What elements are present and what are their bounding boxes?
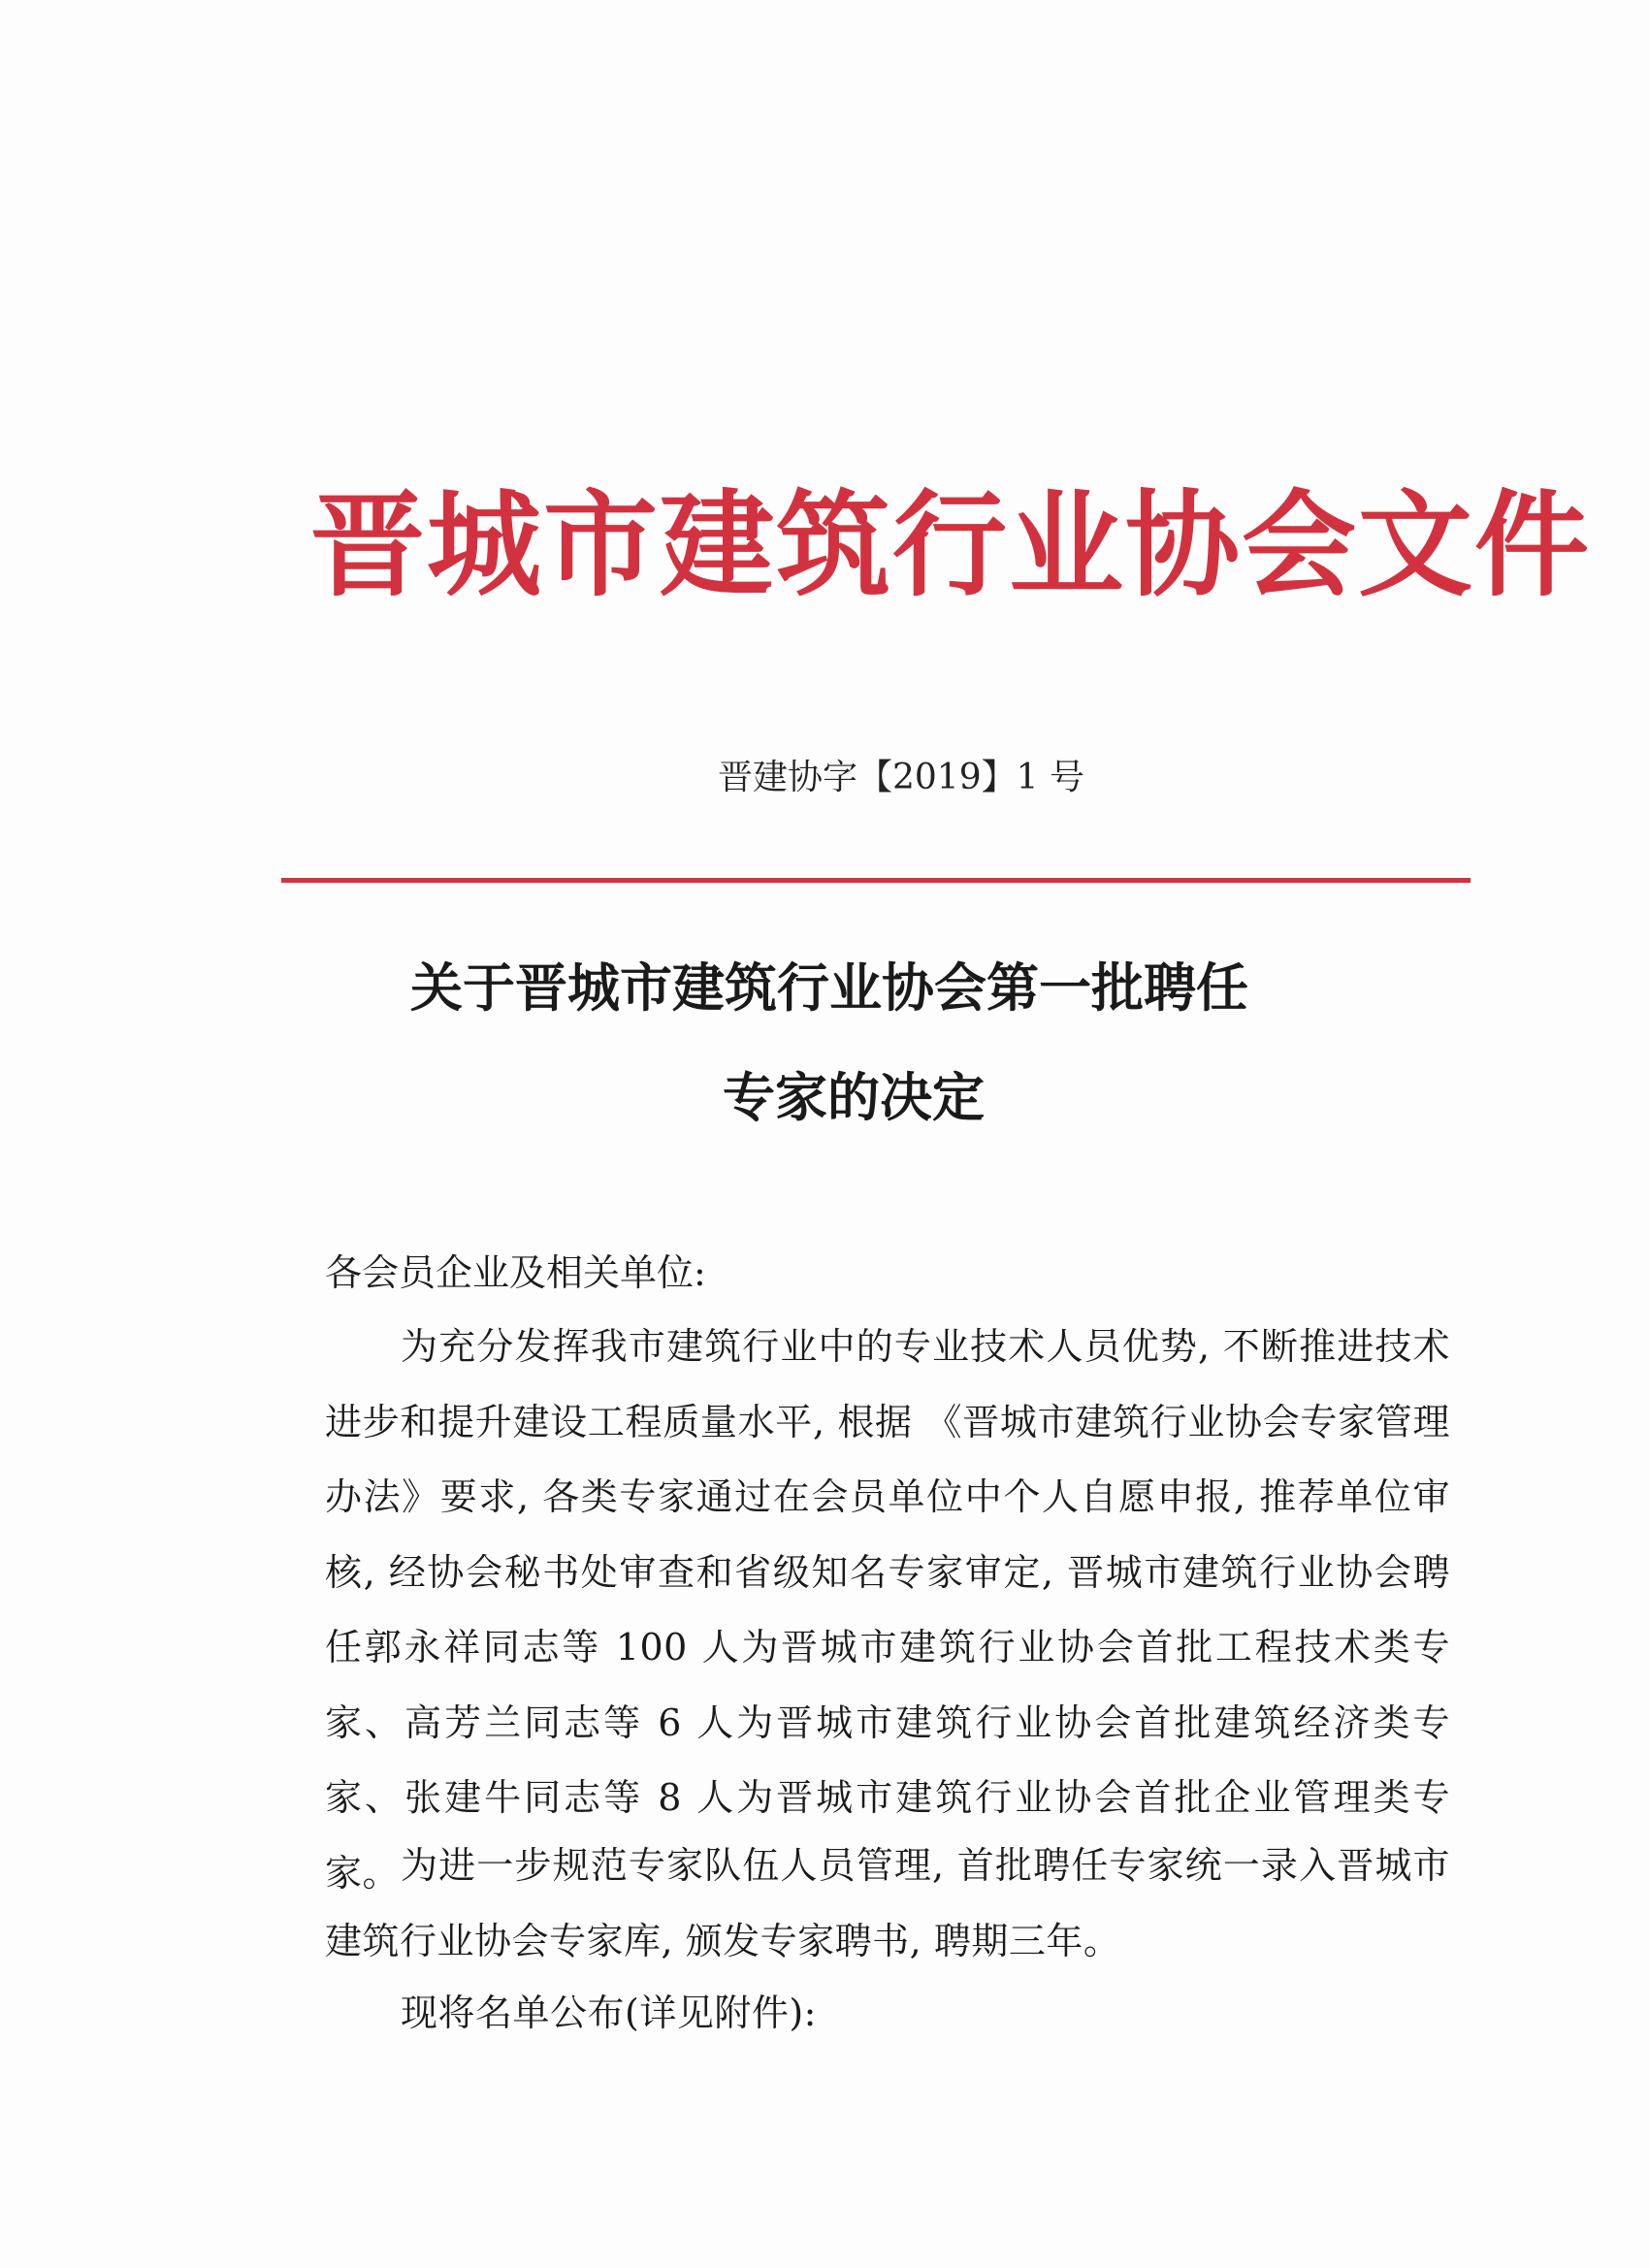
body-paragraph-3: 现将名单公布(详见附件):	[401, 1992, 817, 2034]
document-title-line-2: 专家的决定	[723, 1067, 985, 1128]
body-paragraph-1: 为充分发挥我市建筑行业中的专业技术人员优势, 不断推进技术进步和提升建设工程质量水平, 根据 《晋城市建筑行业协会专家管理办法》要求, 各类专家通过在会员单位中个人自愿申报, 推荐单位审核, 经协会秘书处审查和省级知名专家审定, 晋城市建筑行业协会聘任郭永祥同志等 100 人为晋城市建筑行业协会首批工程技术类专家、高芳兰同志等 6 人为晋城市建筑行业协会首批建筑经济类专家、张建牛同志等 8 人为晋城市建筑行业协会首批企业管理类专家。	[325, 1325, 1450, 1895]
masthead-title: 晋城市建筑行业协会文件	[310, 477, 1592, 612]
document-number: 晋建协字【2019】1 号	[718, 758, 1084, 797]
salutation: 各会员企业及相关单位:	[325, 1251, 706, 1294]
document-title-line-1: 关于晋城市建筑行业协会第一批聘任	[410, 957, 1248, 1019]
red-divider-rule	[281, 878, 1471, 883]
body-paragraph-2: 为进一步规范专家队伍人员管理, 首批聘任专家统一录入晋城市建筑行业协会专家库, 颁发专家聘书, 聘期三年。	[325, 1844, 1450, 1962]
